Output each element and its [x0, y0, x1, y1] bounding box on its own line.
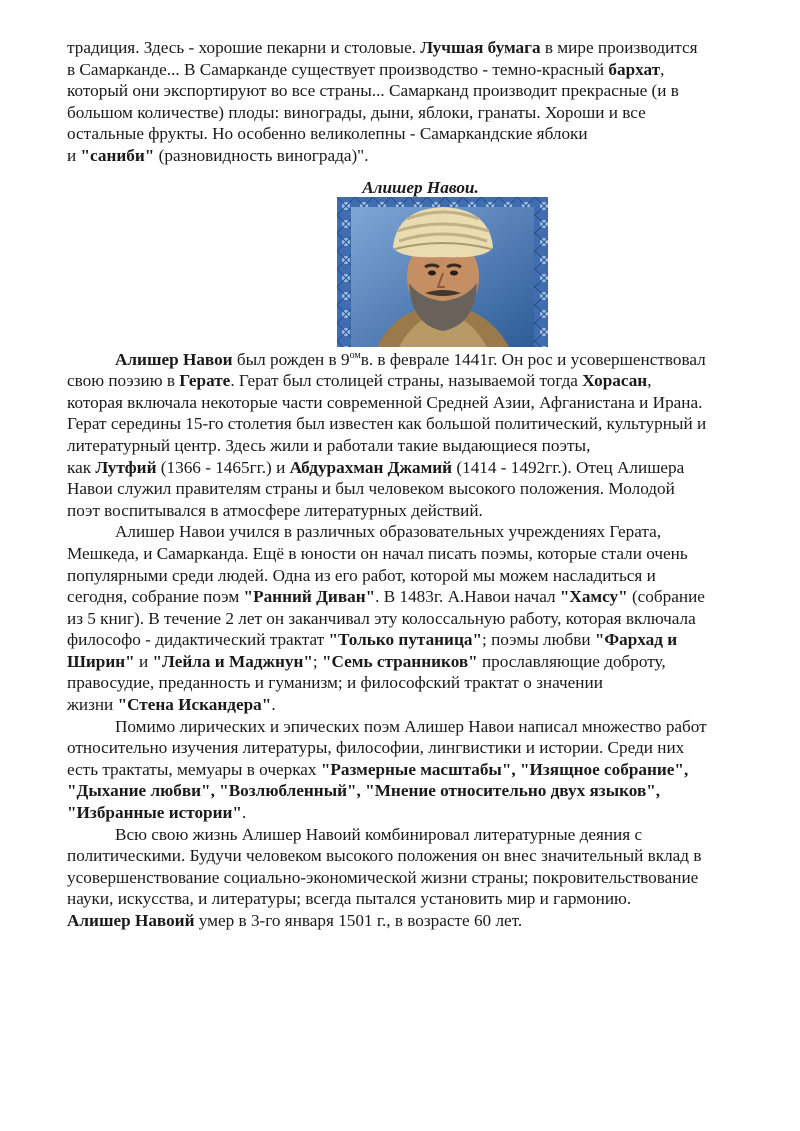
document-page [67, 37, 774, 932]
portrait-image [337, 197, 548, 347]
paragraph [67, 521, 774, 715]
text-line [67, 629, 774, 651]
text-run: популярными среди людей. Одна из его работ, которой мы можем насладиться и [67, 565, 656, 585]
portrait-figure [67, 197, 774, 349]
text-line [67, 543, 774, 565]
text-run: и [134, 651, 153, 671]
text-line [67, 780, 774, 802]
text-line [67, 845, 774, 867]
bold-text: "Хамсу" [559, 587, 628, 607]
text-run: философо - дидактический трактат [67, 630, 329, 650]
bold-text: "Избранные истории" [67, 803, 242, 823]
bold-text: Лутфий [95, 457, 157, 477]
text-line [67, 651, 774, 673]
text-run: который они экспортируют во все страны... Самарканд производит прекрасные (и в [67, 81, 679, 101]
text-run: Герат середины 15-го столетия был известен как большой политический, культурный и [67, 414, 707, 434]
text-run: ; [312, 651, 322, 671]
paragraph [67, 349, 774, 522]
text-line [67, 608, 774, 630]
text-line [67, 694, 774, 716]
text-line [67, 145, 774, 167]
text-line [67, 435, 774, 457]
text-run: относительно изучения литературы, философии, лингвистики и истории. Среди них [67, 738, 685, 758]
text-line [67, 824, 774, 846]
text-line [67, 737, 774, 759]
text-run: жизни [67, 695, 118, 715]
text-line [67, 759, 774, 781]
text-line [67, 478, 774, 500]
text-line [67, 59, 774, 81]
portrait-illustration [337, 197, 548, 347]
bold-text: "Фархад и [594, 630, 678, 650]
bold-text: "Ранний Диван" [243, 587, 376, 607]
text-run: . Герат был столицей страны, называемой тогда [230, 371, 583, 391]
text-run: Всю свою жизнь Алишер Навоий комбинировал литературные деяния с [115, 824, 643, 844]
bold-text: Лучшая бумага [420, 38, 541, 57]
text-run: . В 1483г. А.Навои начал [375, 587, 560, 607]
text-run: (собрание [627, 587, 705, 607]
paragraph [67, 824, 774, 932]
text-line [67, 910, 774, 932]
text-run: . [271, 695, 276, 715]
text-run: Навои служил правителям страны и был человеком высокого положения. Молодой [67, 479, 675, 499]
paragraph [67, 716, 774, 824]
text-run: усовершенствование социально-экономической жизни страны; покровительствование [67, 867, 699, 887]
text-line [67, 802, 774, 824]
text-run: традиция. Здесь - хорошие пекарни и столовые. [67, 38, 421, 57]
bold-text: "саниби" [80, 145, 155, 165]
text-run: есть трактаты, мемуары в очерках [67, 759, 321, 779]
text-run: в мире производится [540, 38, 698, 57]
text-run: из 5 книг). В течение 2 лет он заканчивал эту колоссальную работу, которая включала [67, 608, 696, 628]
bold-text: "Только путаница" [328, 630, 483, 650]
text-run: политическими. Будучи человеком высокого положения он внес значительный вклад в [67, 846, 702, 866]
text-line [67, 37, 774, 59]
text-line [67, 672, 774, 694]
bold-text: "Лейла и Маджнун" [152, 651, 313, 671]
text-run: , [660, 59, 665, 79]
bold-text: "Стена Искандера" [117, 695, 272, 715]
text-line [67, 123, 774, 145]
superscript-text: ом [349, 349, 361, 361]
text-run: как [67, 457, 96, 477]
text-run: в Самарканде... В Самарканде существует производство - темно-красный [67, 59, 609, 79]
text-run: ; поэмы любви [482, 630, 595, 650]
portrait-caption: Алишер Навои. [362, 177, 479, 197]
text-run: которая включала некоторые части современной Средней Азии, Афганистана и Ирана. [67, 392, 703, 412]
text-run: Мешкеда, и Самарканда. Ещё в юности он начал писать поэмы, которые стали очень [67, 543, 688, 563]
text-run: был рожден в 9 [232, 349, 350, 369]
text-line [67, 349, 774, 371]
text-line [67, 521, 774, 543]
text-line [67, 716, 774, 738]
text-line [67, 565, 774, 587]
bold-text: Ширин" [67, 651, 135, 671]
text-line [67, 867, 774, 889]
bold-text: Алишер Навоий [67, 911, 195, 930]
intro-paragraph [67, 37, 774, 167]
text-run: Помимо лирических и эпических поэм Алишер Навои написал множество работ [115, 716, 707, 736]
text-line [67, 392, 774, 414]
text-run: сегодня, собрание поэм [67, 587, 244, 607]
text-line [67, 586, 774, 608]
text-run: (разновидность винограда)". [154, 145, 369, 165]
text-run: в. в феврале 1441г. Он рос и усовершенствовал [360, 349, 706, 369]
text-run: большом количестве) плоды: винограды, дыни, яблоки, гранаты. Хороши и все [67, 102, 646, 122]
bold-text: "Дыхание любви", "Возлюбленный", "Мнение относительно двух языков", [67, 781, 661, 801]
text-run: литературный центр. Здесь жили и работали такие выдающиеся поэты, [67, 435, 591, 455]
text-run: науки, искусства, и литературы; всегда пытался установить мир и гармонию. [67, 889, 632, 909]
text-line [67, 500, 774, 522]
text-run: . [241, 803, 247, 823]
text-line [67, 80, 774, 102]
text-run: поэт воспитывался в атмосфере литературных действий. [67, 500, 483, 520]
text-run: (1366 - 1465гг.) и [156, 457, 290, 477]
text-run: остальные фрукты. Но особенно великолепны - Самаркандские яблоки [67, 124, 588, 144]
biography-text [67, 349, 774, 932]
bold-text: Абдурахман Джамий [289, 457, 453, 477]
bold-text: "Семь странников" [321, 651, 478, 671]
text-run: , [647, 371, 652, 391]
text-run: правосудие, преданность и гуманизм; и философский трактат о значении [67, 673, 603, 693]
bold-text: Хорасан [582, 371, 648, 391]
text-line [67, 370, 774, 392]
text-run: (1414 - 1492гг.). Отец Алишера [452, 457, 685, 477]
text-line [67, 888, 774, 910]
text-line [67, 457, 774, 479]
bold-text: "Размерные масштабы", "Изящное собрание", [320, 759, 689, 779]
bold-text: бархат [608, 59, 661, 79]
text-run: Алишер Навои учился в различных образовательных учреждениях Герата, [115, 522, 662, 542]
text-run: свою поэзию в [67, 371, 180, 391]
text-line [67, 413, 774, 435]
bold-text: Герате [179, 371, 231, 391]
bold-text: Алишер Навои [115, 349, 233, 369]
text-run: умер в 3-го января 1501 г., в возрасте 60 лет. [194, 911, 523, 930]
text-run: и [67, 145, 81, 165]
text-run: прославляющие доброту, [477, 651, 666, 671]
text-line [67, 102, 774, 124]
